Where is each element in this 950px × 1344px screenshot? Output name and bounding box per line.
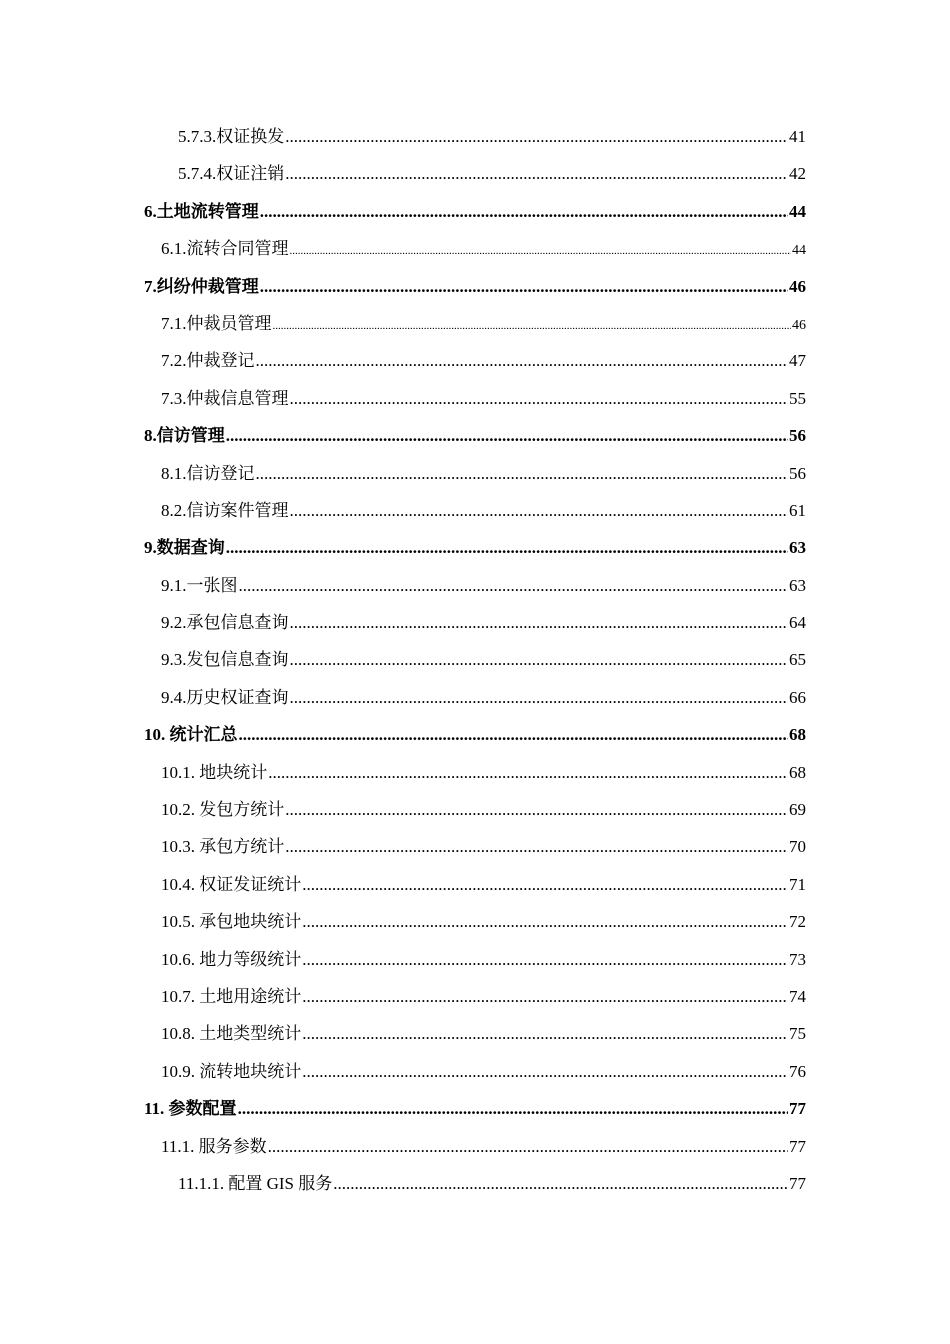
toc-dot-leader bbox=[268, 1128, 788, 1165]
toc-dot-leader bbox=[290, 604, 789, 641]
toc-entry[interactable] bbox=[0, 1128, 950, 1165]
toc-dot-leader bbox=[302, 866, 788, 903]
toc-entry-page: 64 bbox=[789, 613, 806, 633]
toc-dot-leader bbox=[290, 492, 789, 529]
toc-entry-title: 7.1.仲裁员管理 bbox=[161, 313, 272, 333]
toc-entry-title: 9.4.历史权证查询 bbox=[161, 687, 289, 707]
toc-entry-page: 41 bbox=[789, 127, 806, 146]
toc-entry[interactable] bbox=[0, 193, 950, 230]
toc-entry-title: 5.7.3.权证换发 bbox=[178, 127, 285, 146]
toc-entry-title: 9.数据查询 bbox=[144, 538, 225, 558]
toc-entry-page: 72 bbox=[789, 912, 806, 932]
toc-entry-title: 10.4. 权证发证统计 bbox=[161, 874, 302, 894]
toc-entry[interactable] bbox=[0, 679, 950, 716]
toc-entry-page: 74 bbox=[789, 986, 806, 1006]
toc-entry[interactable] bbox=[0, 567, 950, 604]
toc-dot-leader bbox=[290, 679, 789, 716]
toc-entry[interactable] bbox=[0, 978, 950, 1015]
toc-entry[interactable] bbox=[0, 118, 950, 155]
toc-entry[interactable] bbox=[0, 866, 950, 903]
toc-entry-title: 10.1. 地块统计 bbox=[161, 762, 268, 782]
toc-dot-leader bbox=[239, 567, 789, 604]
toc-entry-title: 11. 参数配置 bbox=[144, 1099, 237, 1119]
toc-entry[interactable] bbox=[0, 230, 950, 267]
toc-entry-page: 66 bbox=[789, 687, 806, 707]
toc-dot-leader bbox=[285, 118, 788, 155]
toc-entry-title: 10.5. 承包地块统计 bbox=[161, 912, 302, 932]
toc-entry-page: 46 bbox=[789, 276, 806, 296]
toc-entry[interactable] bbox=[0, 903, 950, 940]
toc-entry-title: 11.1. 服务参数 bbox=[161, 1136, 267, 1156]
toc-entry[interactable] bbox=[0, 641, 950, 678]
toc-entry-title: 10.7. 土地用途统计 bbox=[161, 986, 302, 1006]
toc-dot-leader bbox=[290, 641, 789, 678]
toc-dot-leader bbox=[268, 754, 788, 791]
toc-entry-page: 68 bbox=[789, 762, 806, 782]
toc-entry-title: 10.3. 承包方统计 bbox=[161, 837, 285, 857]
toc-entry-title: 5.7.4.权证注销 bbox=[178, 164, 285, 184]
toc-entry-page: 75 bbox=[789, 1024, 806, 1044]
toc-dot-leader bbox=[256, 455, 789, 492]
toc-entry[interactable] bbox=[0, 1015, 950, 1052]
toc-entry-page: 56 bbox=[789, 426, 806, 446]
toc-entry-page: 46 bbox=[792, 317, 806, 333]
toc-dot-leader bbox=[285, 155, 788, 192]
toc-entry-page: 47 bbox=[789, 351, 806, 371]
toc-dot-leader bbox=[302, 978, 788, 1015]
toc-entry-title: 7.3.仲裁信息管理 bbox=[161, 388, 289, 408]
toc-entry-page: 65 bbox=[789, 650, 806, 670]
toc-entry[interactable] bbox=[0, 380, 950, 417]
toc-dot-leader bbox=[239, 716, 789, 753]
toc-entry[interactable] bbox=[0, 455, 950, 492]
table-of-contents bbox=[0, 118, 950, 1202]
toc-entry[interactable] bbox=[0, 417, 950, 454]
toc-entry[interactable] bbox=[0, 754, 950, 791]
toc-dot-leader bbox=[226, 529, 788, 566]
toc-entry[interactable] bbox=[0, 155, 950, 192]
toc-entry-page: 70 bbox=[789, 837, 806, 857]
toc-entry-title: 11.1.1. 配置 GIS 服务 bbox=[178, 1173, 333, 1193]
toc-dot-leader bbox=[260, 193, 788, 230]
toc-entry-title: 10.2. 发包方统计 bbox=[161, 800, 285, 820]
toc-entry[interactable] bbox=[0, 529, 950, 566]
toc-entry[interactable] bbox=[0, 604, 950, 641]
toc-dot-leader bbox=[256, 342, 789, 379]
toc-entry-title: 7.纠纷仲裁管理 bbox=[144, 276, 259, 296]
toc-dot-leader bbox=[226, 417, 788, 454]
toc-entry-page: 77 bbox=[789, 1136, 806, 1156]
toc-entry-title: 6.土地流转管理 bbox=[144, 201, 259, 221]
toc-entry-page: 56 bbox=[789, 463, 806, 483]
toc-entry-title: 10.6. 地力等级统计 bbox=[161, 949, 302, 969]
toc-entry[interactable] bbox=[0, 1053, 950, 1090]
toc-entry-page: 63 bbox=[789, 575, 806, 595]
toc-dot-leader bbox=[290, 233, 792, 270]
toc-dot-leader bbox=[333, 1165, 788, 1202]
toc-entry-title: 9.2.承包信息查询 bbox=[161, 613, 289, 633]
toc-dot-leader bbox=[302, 1053, 788, 1090]
toc-entry[interactable] bbox=[0, 342, 950, 379]
toc-entry-title: 8.2.信访案件管理 bbox=[161, 500, 289, 520]
toc-dot-leader bbox=[260, 268, 788, 305]
toc-dot-leader bbox=[285, 791, 788, 828]
toc-dot-leader bbox=[273, 308, 792, 345]
toc-entry-page: 55 bbox=[789, 388, 806, 408]
toc-dot-leader bbox=[238, 1090, 788, 1127]
toc-entry[interactable] bbox=[0, 268, 950, 305]
toc-entry-page: 44 bbox=[789, 201, 806, 221]
toc-dot-leader bbox=[302, 903, 788, 940]
toc-entry-page: 77 bbox=[789, 1099, 806, 1119]
toc-entry-title: 8.信访管理 bbox=[144, 426, 225, 446]
toc-entry-page: 76 bbox=[789, 1061, 806, 1081]
toc-entry-page: 42 bbox=[789, 164, 806, 184]
toc-entry[interactable] bbox=[0, 716, 950, 753]
toc-entry[interactable] bbox=[0, 791, 950, 828]
toc-entry-title: 8.1.信访登记 bbox=[161, 463, 255, 483]
toc-dot-leader bbox=[290, 380, 789, 417]
toc-entry[interactable] bbox=[0, 941, 950, 978]
toc-entry-page: 61 bbox=[789, 500, 806, 520]
toc-entry-title: 10. 统计汇总 bbox=[144, 725, 238, 745]
toc-entry-title: 6.1.流转合同管理 bbox=[161, 239, 289, 259]
toc-entry-title: 9.3.发包信息查询 bbox=[161, 650, 289, 670]
toc-entry-title: 9.1.一张图 bbox=[161, 575, 238, 595]
toc-entry-page: 63 bbox=[789, 538, 806, 558]
toc-entry-title: 10.9. 流转地块统计 bbox=[161, 1061, 302, 1081]
toc-entry-page: 71 bbox=[789, 874, 806, 894]
toc-entry-page: 77 bbox=[789, 1173, 806, 1193]
toc-dot-leader bbox=[302, 941, 788, 978]
toc-entry[interactable] bbox=[0, 492, 950, 529]
toc-dot-leader bbox=[302, 1015, 788, 1052]
toc-entry[interactable] bbox=[0, 828, 950, 865]
toc-entry-title: 10.8. 土地类型统计 bbox=[161, 1024, 302, 1044]
toc-entry-title: 7.2.仲裁登记 bbox=[161, 351, 255, 371]
toc-entry-page: 44 bbox=[792, 243, 806, 259]
toc-entry-page: 73 bbox=[789, 949, 806, 969]
toc-entry[interactable] bbox=[0, 1090, 950, 1127]
toc-entry[interactable] bbox=[0, 305, 950, 342]
toc-dot-leader bbox=[285, 828, 788, 865]
toc-entry-page: 68 bbox=[789, 725, 806, 745]
toc-entry[interactable] bbox=[0, 1165, 950, 1202]
toc-entry-page: 69 bbox=[789, 800, 806, 820]
